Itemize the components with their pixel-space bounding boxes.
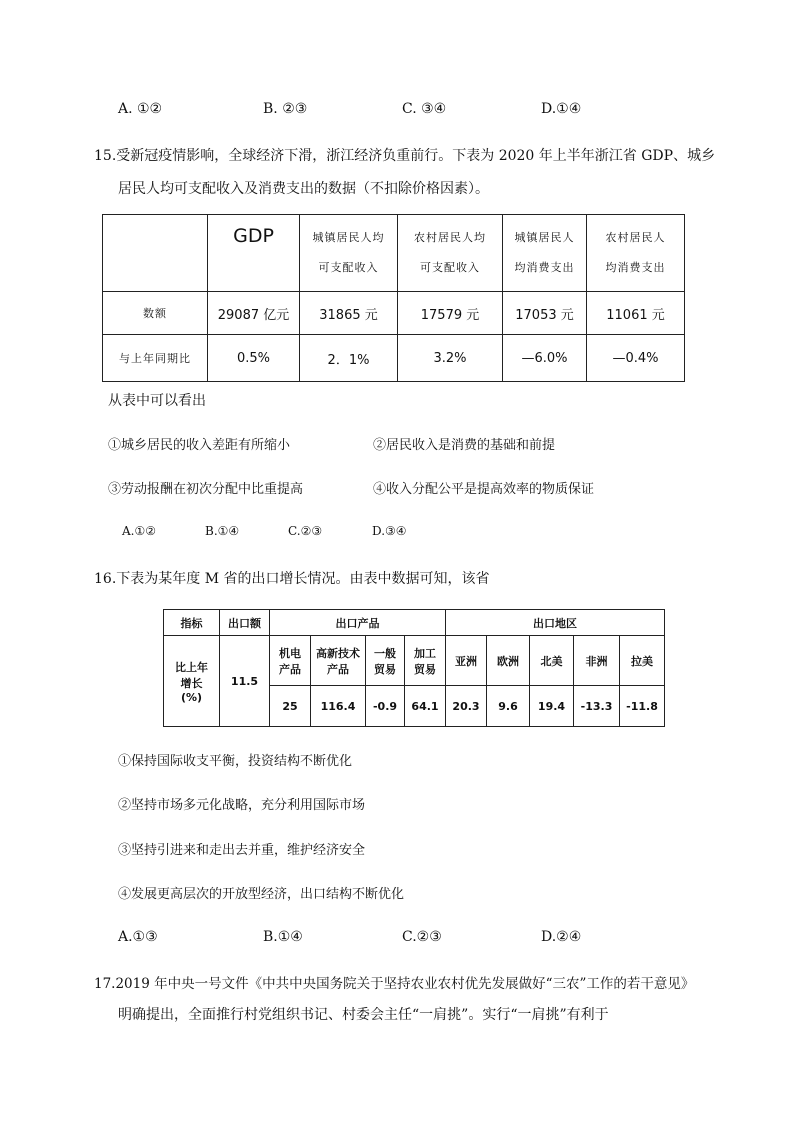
q16-option-a: A.①③ bbox=[118, 929, 158, 945]
q16-col-product: 高新技术产品 bbox=[311, 636, 366, 686]
q16-col-region: 欧洲 bbox=[487, 636, 530, 686]
q15-row-amount-label: 数额 bbox=[103, 292, 208, 335]
q16-table bbox=[163, 609, 665, 727]
q15-cell: 0.5% bbox=[208, 335, 300, 382]
q16-cell: 64.1 bbox=[405, 686, 446, 727]
q15-statement-2: ②居民收入是消费的基础和前提 bbox=[373, 438, 556, 453]
q16-stem: 16.下表为某年度 M 省的出口增长情况。由表中数据可知，该省 bbox=[94, 571, 490, 587]
q16-statement-2: ②坚持市场多元化战略，充分利用国际市场 bbox=[118, 798, 366, 813]
q16-col-product: 加工贸易 bbox=[405, 636, 446, 686]
q15-stem-line1: 15.受新冠疫情影响，全球经济下滑，浙江经济负重前行。下表为 2020 年上半年浙江省 GDP、城乡 bbox=[94, 148, 716, 164]
q15-option-a: A.①② bbox=[122, 524, 156, 538]
q15-statement-3: ③劳动报酬在初次分配中比重提高 bbox=[108, 482, 304, 497]
q16-statement-3: ③坚持引进来和走出去并重，维护经济安全 bbox=[118, 843, 366, 858]
q14-option-d: D.①④ bbox=[541, 101, 582, 117]
q16-export-value: 11.5 bbox=[220, 636, 270, 727]
q14-option-c: C. ③④ bbox=[402, 101, 447, 117]
q15-option-d: D.③④ bbox=[372, 524, 407, 538]
q16-cell: 20.3 bbox=[446, 686, 487, 727]
q16-col-region: 亚洲 bbox=[446, 636, 487, 686]
q14-option-b: B. ②③ bbox=[263, 101, 308, 117]
q15-statement-1: ①城乡居民的收入差距有所缩小 bbox=[108, 438, 291, 453]
q16-statement-4: ④发展更高层次的开放型经济，出口结构不断优化 bbox=[118, 887, 405, 902]
q15-lead: 从表中可以看出 bbox=[108, 393, 206, 409]
q15-row-change-label: 与上年同期比 bbox=[103, 335, 208, 382]
q15-table-corner bbox=[103, 215, 208, 292]
q15-table bbox=[102, 214, 685, 382]
q15-option-b: B.①④ bbox=[205, 524, 240, 538]
q16-cell: -11.8 bbox=[620, 686, 665, 727]
q16-cell: 116.4 bbox=[311, 686, 366, 727]
q16-cell: 19.4 bbox=[530, 686, 574, 727]
q16-option-b: B.①④ bbox=[263, 929, 303, 945]
q15-statement-4: ④收入分配公平是提高效率的物质保证 bbox=[373, 482, 595, 497]
q16-cell: -13.3 bbox=[574, 686, 620, 727]
q16-col-product: 机电产品 bbox=[270, 636, 311, 686]
q16-option-d: D.②④ bbox=[541, 929, 582, 945]
q16-header-regions: 出口地区 bbox=[446, 610, 665, 636]
q15-header-urban-consumption: 城镇居民人 均消费支出 bbox=[503, 215, 587, 292]
q16-col-region: 北美 bbox=[530, 636, 574, 686]
q16-option-c: C.②③ bbox=[402, 929, 442, 945]
q15-cell: 17579 元 bbox=[398, 292, 503, 335]
q15-cell: —0.4% bbox=[587, 335, 685, 382]
q16-header-indicator: 指标 bbox=[164, 610, 220, 636]
q15-cell: 17053 元 bbox=[503, 292, 587, 335]
q15-cell: —6.0% bbox=[503, 335, 587, 382]
q17-stem-line1: 17.2019 年中央一号文件《中共中央国务院关于坚持农业农村优先发展做好“三农”工作的若干意见》 bbox=[94, 976, 695, 992]
q17-stem-line2: 明确提出，全面推行村党组织书记、村委会主任“一肩挑”。实行“一肩挑”有利于 bbox=[118, 1007, 609, 1023]
q15-cell: 11061 元 bbox=[587, 292, 685, 335]
q16-header-export: 出口额 bbox=[220, 610, 270, 636]
q15-cell: 3.2% bbox=[398, 335, 503, 382]
q15-header-rural-income: 农村居民人均 可支配收入 bbox=[398, 215, 503, 292]
q15-stem-line2: 居民人均可支配收入及消费支出的数据（不扣除价格因素）。 bbox=[118, 181, 489, 197]
q16-cell: 25 bbox=[270, 686, 311, 727]
q15-cell: 31865 元 bbox=[300, 292, 398, 335]
q14-option-a: A. ①② bbox=[118, 101, 163, 117]
q16-row-label: 比上年增长(%) bbox=[164, 636, 220, 727]
q16-col-product: 一般贸易 bbox=[366, 636, 405, 686]
q15-cell: 29087 亿元 bbox=[208, 292, 300, 335]
q16-cell: -0.9 bbox=[366, 686, 405, 727]
q16-header-products: 出口产品 bbox=[270, 610, 446, 636]
q16-col-region: 非洲 bbox=[574, 636, 620, 686]
q15-cell: 2．1% bbox=[300, 335, 398, 382]
q15-header-rural-consumption: 农村居民人 均消费支出 bbox=[587, 215, 685, 292]
q15-header-gdp: GDP bbox=[208, 215, 300, 292]
q16-col-region: 拉美 bbox=[620, 636, 665, 686]
q16-cell: 9.6 bbox=[487, 686, 530, 727]
q15-option-c: C.②③ bbox=[288, 524, 323, 538]
q15-header-urban-income: 城镇居民人均 可支配收入 bbox=[300, 215, 398, 292]
q16-statement-1: ①保持国际收支平衡，投资结构不断优化 bbox=[118, 754, 353, 769]
